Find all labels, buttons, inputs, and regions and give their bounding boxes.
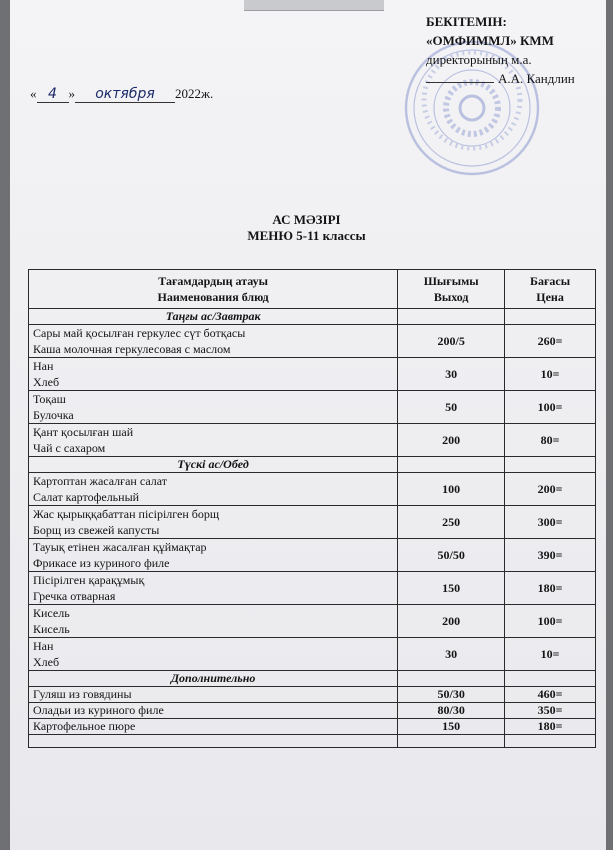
dish-price: 390= (505, 539, 596, 572)
dish-ru: Кисель (33, 622, 70, 636)
dish-yield: 50 (398, 391, 505, 424)
header-price: Бағасы Цена (505, 270, 596, 309)
dish-price: 180= (505, 719, 596, 735)
menu-title-ru: МЕНЮ 5-11 классы (247, 228, 366, 243)
table-row (29, 638, 596, 671)
signature-line (426, 82, 494, 83)
table-row (29, 719, 596, 735)
table-row (29, 473, 596, 506)
table-row (29, 687, 596, 703)
approval-organization: «ОМФИММЛ» КММ (426, 33, 554, 48)
approval-position: директорының м.а. (426, 52, 532, 67)
menu-table (28, 269, 596, 748)
dish-kz: Жас қырыққабаттан пісірілген борщ (33, 507, 220, 521)
table-row (29, 391, 596, 424)
section-lunch: Түскі ас/Обед (29, 457, 596, 473)
dish-yield: 250 (398, 506, 505, 539)
dish-price: 300= (505, 506, 596, 539)
dish-price: 100= (505, 391, 596, 424)
date-close-quote: » (68, 86, 75, 101)
dish-kz: Картоптан жасалған салат (33, 474, 167, 488)
dish-ru: Гречка отварная (33, 589, 116, 603)
date-open-quote: « (30, 86, 37, 101)
dish-yield: 50/50 (398, 539, 505, 572)
date-line (30, 86, 213, 103)
dish-yield: 200 (398, 605, 505, 638)
table-row (29, 358, 596, 391)
header-yield: Шығымы Выход (398, 270, 505, 309)
table-row (29, 703, 596, 719)
approval-heading: БЕКІТЕМІН: (426, 14, 507, 29)
dish-yield: 200 (398, 424, 505, 457)
approval-block (426, 12, 575, 88)
dish-kz: Нан (33, 639, 54, 653)
dish-price: 350= (505, 703, 596, 719)
dish-yield: 30 (398, 638, 505, 671)
paper-clip (244, 0, 384, 11)
date-day: 4 (48, 86, 57, 102)
header-name: Тағамдардың атауы Наименования блюд (29, 270, 398, 309)
section-additional: Дополнительно (29, 671, 596, 687)
dish-price: 460= (505, 687, 596, 703)
dish-name: Оладьи из куриного филе (29, 703, 398, 719)
dish-yield: 100 (398, 473, 505, 506)
dish-kz: Сары май қосылған геркулес сүт ботқасы (33, 326, 246, 340)
dish-ru: Каша молочная геркулесовая с маслом (33, 342, 231, 356)
dish-yield: 50/30 (398, 687, 505, 703)
dish-yield: 30 (398, 358, 505, 391)
table-row (29, 605, 596, 638)
approval-signer: А.А. Кандлин (498, 71, 575, 86)
dish-yield: 150 (398, 572, 505, 605)
dish-name: Картофельное пюре (29, 719, 398, 735)
table-header (29, 270, 596, 309)
dish-kz: Кисель (33, 606, 70, 620)
table-row (29, 506, 596, 539)
dish-price: 10= (505, 638, 596, 671)
dish-price: 260= (505, 325, 596, 358)
dish-ru: Фрикасе из куриного филе (33, 556, 170, 570)
dish-ru: Чай с сахаром (33, 441, 106, 455)
section-breakfast: Таңғы ас/Завтрак (29, 309, 596, 325)
dish-price: 200= (505, 473, 596, 506)
dish-yield: 200/5 (398, 325, 505, 358)
table-row (29, 424, 596, 457)
table-row (29, 572, 596, 605)
dish-price: 180= (505, 572, 596, 605)
table-row (29, 539, 596, 572)
date-month: октября (95, 86, 155, 102)
dish-price: 80= (505, 424, 596, 457)
dish-name: Гуляш из говядины (29, 687, 398, 703)
dish-ru: Булочка (33, 408, 74, 422)
date-year: 2022ж. (175, 86, 214, 101)
dish-kz: Пісірілген қарақұмық (33, 573, 145, 587)
menu-title-kz: АС МӘЗІРІ (272, 212, 341, 227)
dish-kz: Тоқаш (33, 392, 66, 406)
dish-kz: Нан (33, 359, 54, 373)
dish-ru: Хлеб (33, 655, 60, 669)
dish-ru: Борщ из свежей капусты (33, 523, 160, 537)
table-row (29, 325, 596, 358)
dish-ru: Салат картофельный (33, 490, 140, 504)
table-row-empty (29, 735, 596, 748)
dish-price: 100= (505, 605, 596, 638)
dish-kz: Қант қосылған шай (33, 425, 134, 439)
dish-kz: Тауық етінен жасалған құймақтар (33, 540, 207, 554)
dish-yield: 80/30 (398, 703, 505, 719)
dish-yield: 150 (398, 719, 505, 735)
dish-ru: Хлеб (33, 375, 60, 389)
dish-price: 10= (505, 358, 596, 391)
